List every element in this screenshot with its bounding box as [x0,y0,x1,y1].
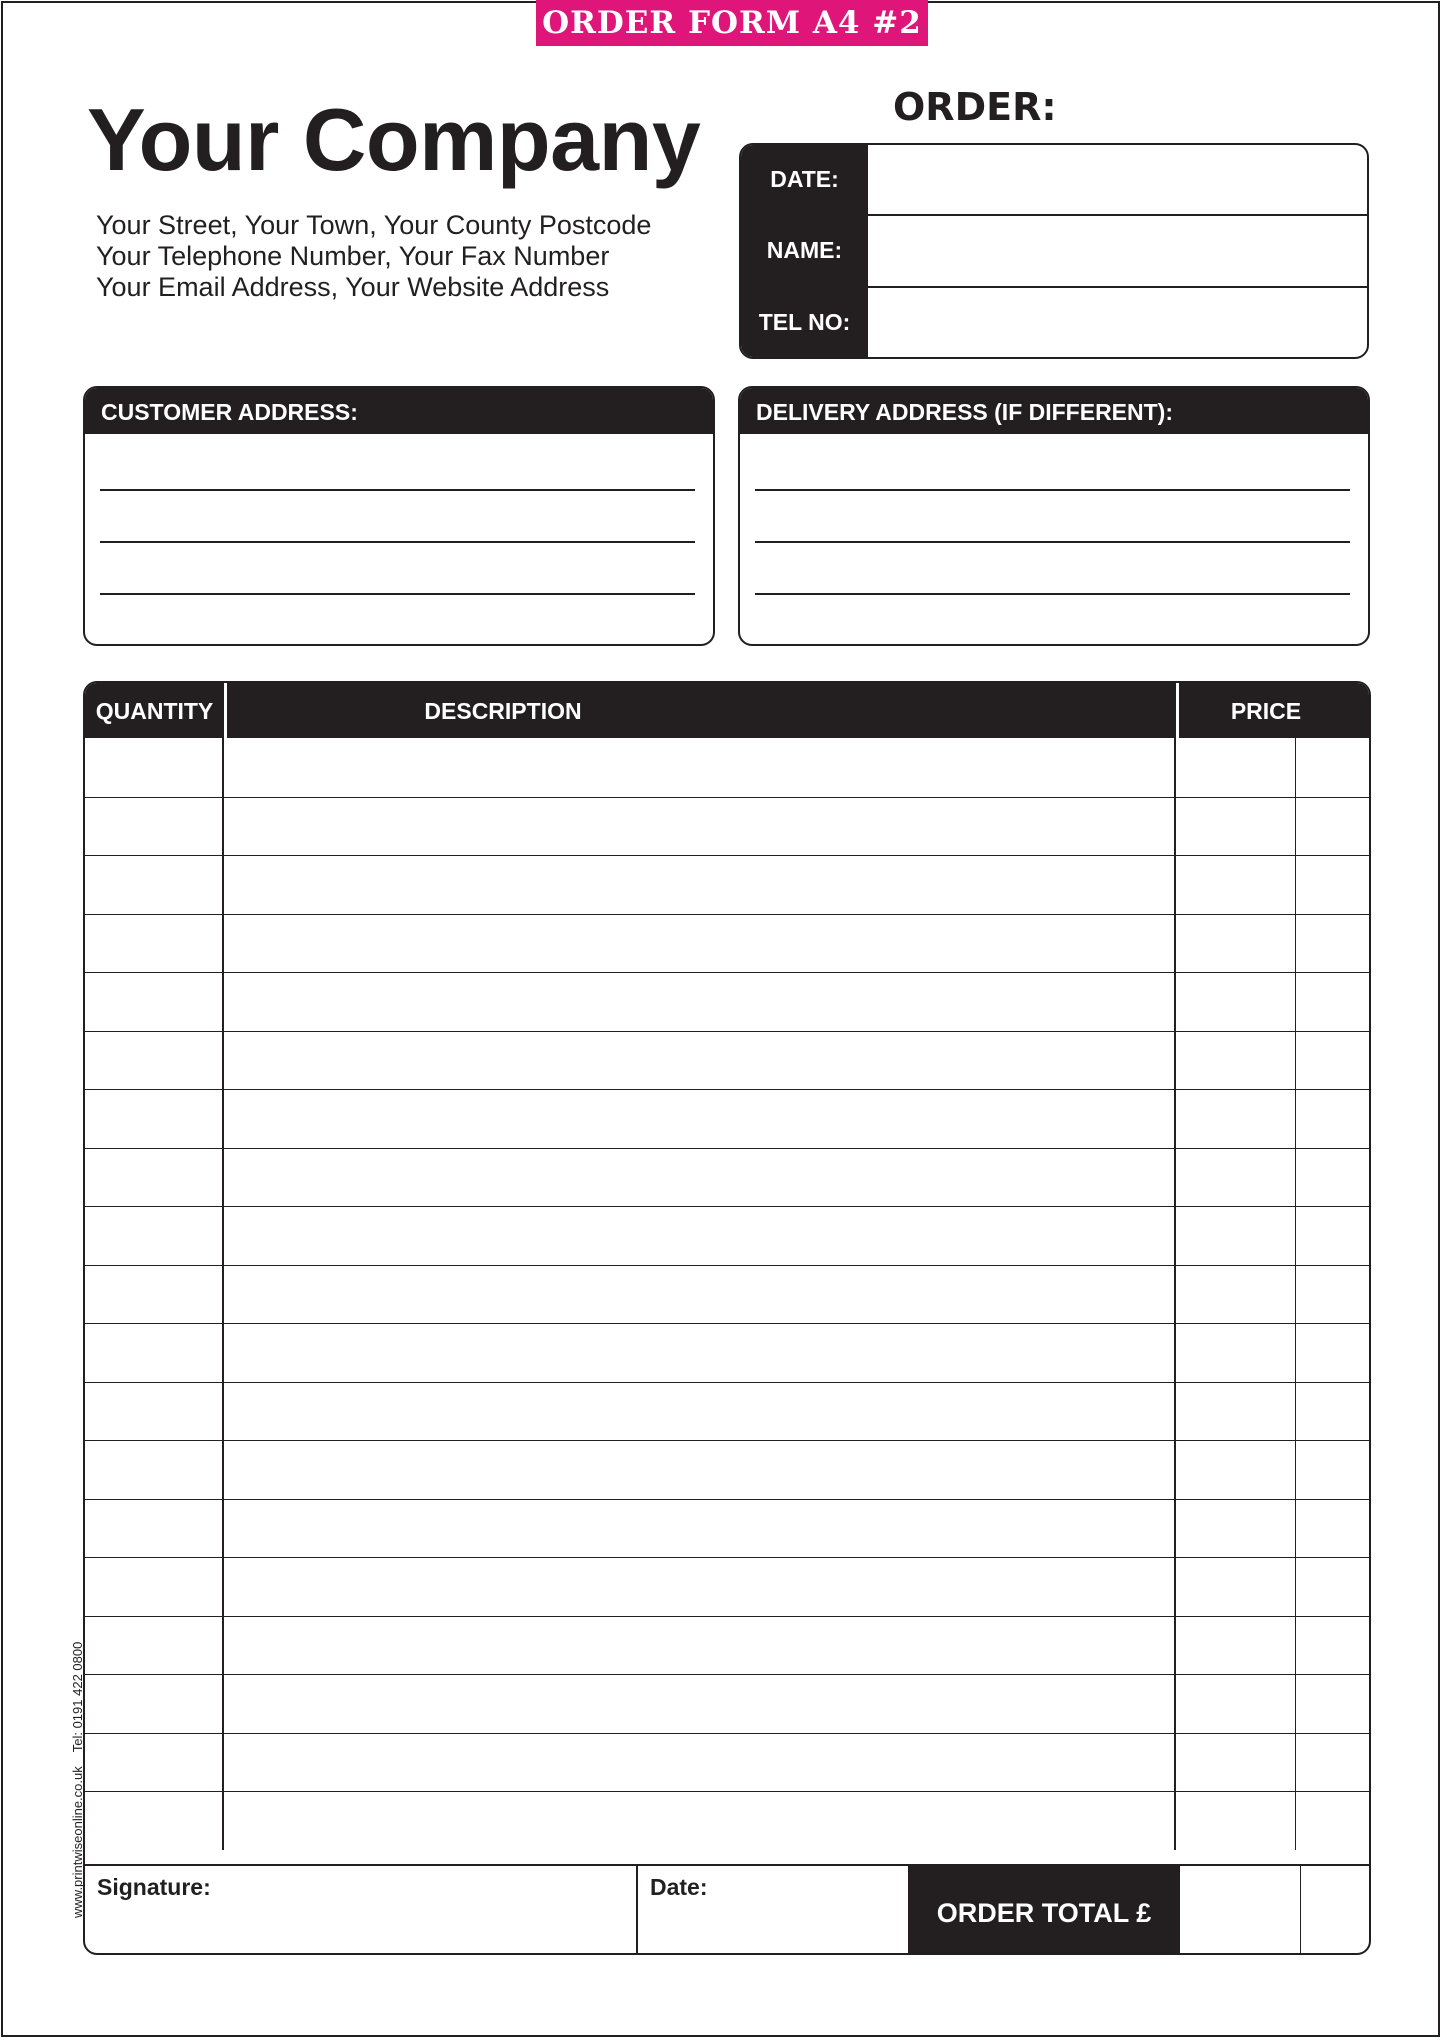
quantity-cell[interactable] [85,1558,224,1616]
order-items-table [83,681,1371,1955]
table-row [85,855,1369,914]
price-column-header: PRICE [1230,698,1302,724]
company-phone-line: Your Telephone Number, Your Fax Number [96,241,610,271]
price-pence-cell[interactable] [1296,915,1369,973]
description-cell[interactable] [224,1617,1176,1675]
quantity-cell[interactable] [85,1090,224,1148]
price-pounds-cell[interactable] [1176,915,1296,973]
table-row [85,1499,1369,1558]
quantity-cell[interactable] [85,1207,224,1265]
order-tel-field[interactable] [868,288,1367,357]
price-pence-cell[interactable] [1296,1324,1369,1382]
price-pence-cell[interactable] [1296,738,1369,797]
table-row [85,1382,1369,1441]
order-tel-row [741,286,1367,357]
quantity-cell[interactable] [85,856,224,914]
price-pence-cell[interactable] [1296,1558,1369,1616]
table-row [85,1616,1369,1675]
quantity-cell[interactable] [85,1324,224,1382]
delivery-address-line[interactable] [755,593,1350,595]
footer-date-label: Date: [650,1874,708,1900]
order-name-label: NAME: [741,216,868,285]
price-pounds-cell[interactable] [1176,1266,1296,1324]
order-date-label: DATE: [741,145,868,214]
description-cell[interactable] [224,915,1176,973]
description-cell[interactable] [224,738,1176,797]
table-row [85,972,1369,1031]
table-row [85,1440,1369,1499]
price-pounds-cell[interactable] [1176,1500,1296,1558]
order-total-pence-cell[interactable] [1301,1866,1369,1953]
delivery-address-box [738,386,1370,646]
order-title: ORDER: [893,85,1057,129]
price-pounds-cell[interactable] [1176,738,1296,797]
table-row [85,1557,1369,1616]
price-pence-cell[interactable] [1296,1207,1369,1265]
quantity-cell[interactable] [85,738,224,797]
delivery-address-label: DELIVERY ADDRESS (IF DIFFERENT): [740,388,1368,434]
company-address-line: Your Street, Your Town, Your County Postcode [96,210,652,240]
table-row [85,738,1369,797]
price-pounds-cell[interactable] [1176,856,1296,914]
quantity-cell[interactable] [85,915,224,973]
price-pounds-cell[interactable] [1176,1383,1296,1441]
description-cell[interactable] [224,1558,1176,1616]
description-cell[interactable] [224,1383,1176,1441]
order-name-row [741,214,1367,285]
description-cell[interactable] [224,1441,1176,1499]
description-cell[interactable] [224,1675,1176,1733]
description-cell[interactable] [224,1500,1176,1558]
order-date-field[interactable] [868,145,1367,214]
quantity-cell[interactable] [85,798,224,856]
quantity-cell[interactable] [85,1734,224,1792]
description-cell[interactable] [224,856,1176,914]
quantity-cell[interactable] [85,1617,224,1675]
table-row [85,797,1369,856]
description-cell[interactable] [224,798,1176,856]
table-row [85,1265,1369,1324]
price-pence-cell[interactable] [1296,856,1369,914]
price-pounds-cell[interactable] [1176,1617,1296,1675]
price-pence-cell[interactable] [1296,1792,1369,1850]
description-cell[interactable] [224,1324,1176,1382]
description-cell[interactable] [224,1792,1176,1850]
table-row [85,1031,1369,1090]
price-pence-cell[interactable] [1296,1441,1369,1499]
table-row [85,1089,1369,1148]
price-pounds-cell[interactable] [1176,1032,1296,1090]
quantity-cell[interactable] [85,1266,224,1324]
price-pounds-cell[interactable] [1176,1207,1296,1265]
price-pence-cell[interactable] [1296,1032,1369,1090]
price-pounds-cell[interactable] [1176,798,1296,856]
quantity-cell[interactable] [85,1500,224,1558]
quantity-cell[interactable] [85,1032,224,1090]
items-header [85,683,1369,738]
table-row [85,914,1369,973]
description-column-header: DESCRIPTION [424,698,582,724]
order-details-box [739,143,1369,359]
price-pence-cell[interactable] [1296,1734,1369,1792]
table-row [85,1674,1369,1733]
description-cell[interactable] [224,1032,1176,1090]
quantity-cell[interactable] [85,1149,224,1207]
signature-label: Signature: [97,1874,211,1900]
price-pounds-cell[interactable] [1176,1734,1296,1792]
order-name-field[interactable] [868,216,1367,285]
table-row [85,1323,1369,1382]
table-row [85,1733,1369,1792]
customer-address-box [83,386,715,646]
order-tel-label: TEL NO: [741,288,868,357]
printer-imprint [70,1642,85,1918]
price-pence-cell[interactable] [1296,1266,1369,1324]
printer-website: www.printwiseonline.co.uk [70,1766,85,1918]
company-web-line: Your Email Address, Your Website Address [96,272,610,302]
delivery-address-line[interactable] [755,489,1350,491]
price-pounds-cell[interactable] [1176,1090,1296,1148]
company-name: Your Company [87,90,701,189]
quantity-cell[interactable] [85,973,224,1031]
description-cell[interactable] [224,973,1176,1031]
price-pounds-cell[interactable] [1176,1792,1296,1850]
price-pounds-cell[interactable] [1176,1558,1296,1616]
price-pence-cell[interactable] [1296,1383,1369,1441]
price-pounds-cell[interactable] [1176,973,1296,1031]
order-total-pounds-cell[interactable] [1180,1866,1301,1953]
price-pence-cell[interactable] [1296,1090,1369,1148]
company-details [96,210,651,303]
price-pence-cell[interactable] [1296,1500,1369,1558]
table-row [85,1206,1369,1265]
description-cell[interactable] [224,1207,1176,1265]
printer-phone: Tel: 0191 422 0800 [70,1641,85,1753]
quantity-cell[interactable] [85,1383,224,1441]
table-row [85,1148,1369,1207]
price-pounds-cell[interactable] [1176,1149,1296,1207]
table-row [85,1791,1369,1850]
quantity-cell[interactable] [85,1441,224,1499]
price-pence-cell[interactable] [1296,1617,1369,1675]
form-banner: ORDER FORM A4 #2 [536,0,928,46]
delivery-address-line[interactable] [755,541,1350,543]
price-pence-cell[interactable] [1296,973,1369,1031]
description-cell[interactable] [224,1734,1176,1792]
signature-field[interactable] [85,1866,638,1953]
price-pence-cell[interactable] [1296,1675,1369,1733]
customer-address-label: CUSTOMER ADDRESS: [85,388,713,434]
items-footer [85,1864,1369,1953]
order-total-label: ORDER TOTAL £ [908,1866,1180,1953]
quantity-cell[interactable] [85,1675,224,1733]
quantity-column-header: QUANTITY [95,698,214,724]
description-cell[interactable] [224,1149,1176,1207]
customer-address-line[interactable] [100,541,695,543]
price-pounds-cell[interactable] [1176,1324,1296,1382]
quantity-cell[interactable] [85,1792,224,1850]
description-cell[interactable] [224,1266,1176,1324]
footer-date-field[interactable] [638,1866,908,1953]
price-pounds-cell[interactable] [1176,1675,1296,1733]
price-pence-cell[interactable] [1296,798,1369,856]
customer-address-line[interactable] [100,593,695,595]
order-date-row [741,145,1367,214]
price-pence-cell[interactable] [1296,1149,1369,1207]
price-pounds-cell[interactable] [1176,1441,1296,1499]
customer-address-line[interactable] [100,489,695,491]
description-cell[interactable] [224,1090,1176,1148]
items-body [85,738,1369,1850]
